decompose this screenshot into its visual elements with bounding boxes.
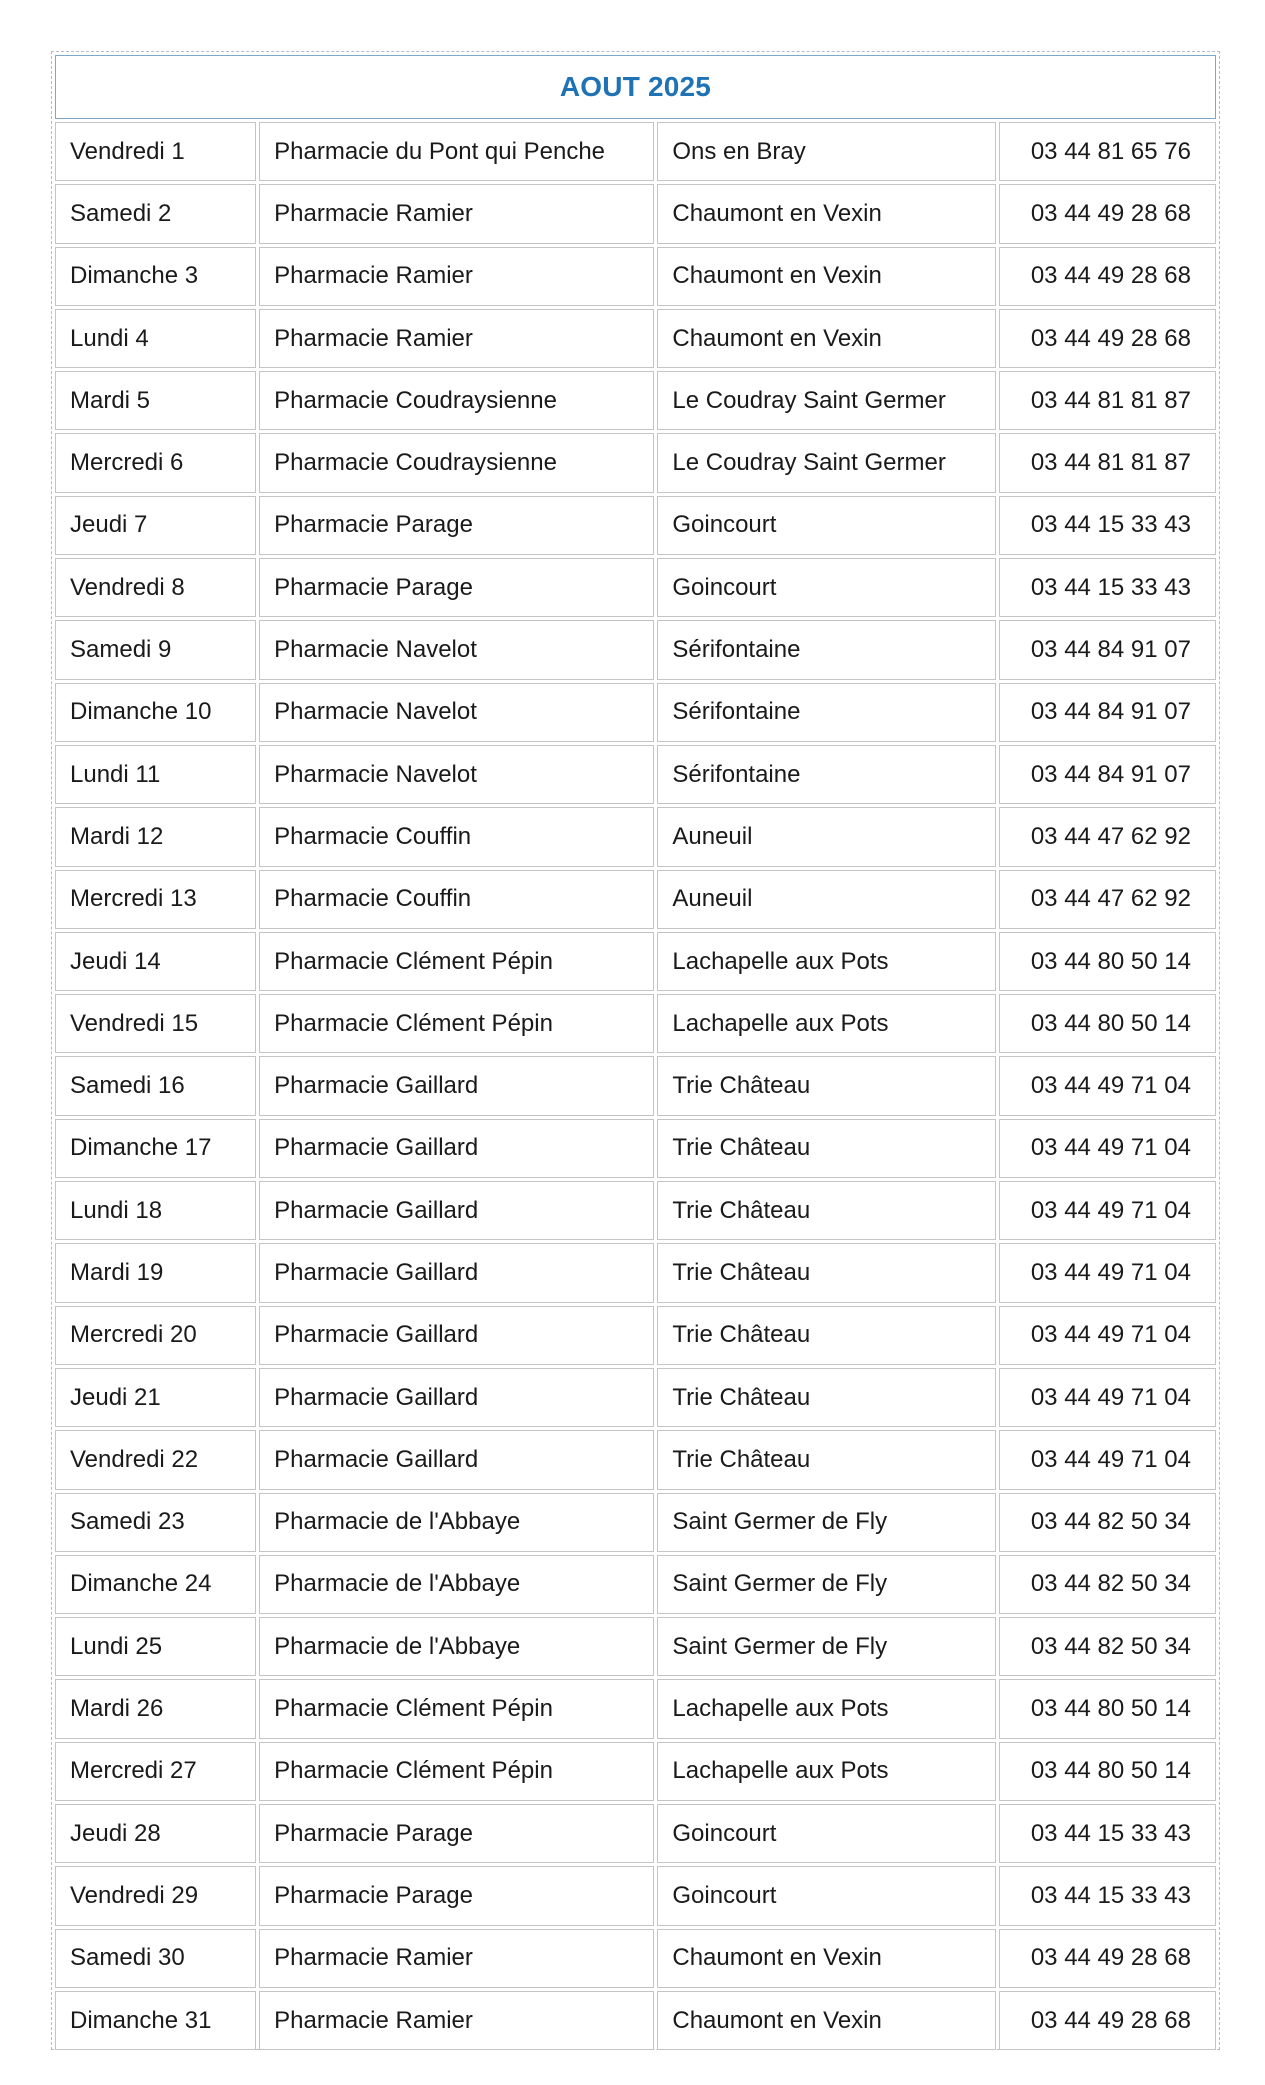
month-title: AOUT 2025 <box>559 71 712 102</box>
pharmacy-cell: Pharmacie Ramier <box>259 1991 654 2050</box>
phone-cell: 03 44 49 71 04 <box>999 1430 1216 1489</box>
day-cell: Lundi 4 <box>55 309 256 368</box>
pharmacy-cell: Pharmacie Gaillard <box>259 1368 654 1427</box>
month-title-box <box>55 55 1216 119</box>
day-cell: Mardi 5 <box>55 371 256 430</box>
town-cell: Ons en Bray <box>657 122 996 181</box>
table-row <box>55 247 1216 306</box>
table-row <box>55 1866 1216 1925</box>
town-cell: Sérifontaine <box>657 683 996 742</box>
day-cell: Dimanche 10 <box>55 683 256 742</box>
pharmacy-cell: Pharmacie Ramier <box>259 247 654 306</box>
table-row <box>55 1929 1216 1988</box>
day-cell: Mercredi 6 <box>55 433 256 492</box>
pharmacy-cell: Pharmacie Couffin <box>259 870 654 929</box>
town-cell: Trie Château <box>657 1119 996 1178</box>
town-cell: Sérifontaine <box>657 620 996 679</box>
phone-cell: 03 44 49 28 68 <box>999 309 1216 368</box>
table-row <box>55 745 1216 804</box>
phone-cell: 03 44 49 71 04 <box>999 1056 1216 1115</box>
pharmacy-cell: Pharmacie de l'Abbaye <box>259 1555 654 1614</box>
phone-cell: 03 44 49 28 68 <box>999 184 1216 243</box>
table-row <box>55 1368 1216 1427</box>
town-cell: Trie Château <box>657 1430 996 1489</box>
phone-cell: 03 44 15 33 43 <box>999 496 1216 555</box>
pharmacy-cell: Pharmacie Clément Pépin <box>259 1679 654 1738</box>
table-row <box>55 1617 1216 1676</box>
phone-cell: 03 44 15 33 43 <box>999 558 1216 617</box>
phone-cell: 03 44 84 91 07 <box>999 620 1216 679</box>
phone-cell: 03 44 49 71 04 <box>999 1181 1216 1240</box>
table-row <box>55 1804 1216 1863</box>
pharmacy-cell: Pharmacie Ramier <box>259 1929 654 1988</box>
town-cell: Chaumont en Vexin <box>657 184 996 243</box>
phone-cell: 03 44 49 71 04 <box>999 1119 1216 1178</box>
town-cell: Saint Germer de Fly <box>657 1555 996 1614</box>
pharmacy-cell: Pharmacie Ramier <box>259 309 654 368</box>
pharmacy-cell: Pharmacie Parage <box>259 496 654 555</box>
table-row <box>55 807 1216 866</box>
day-cell: Samedi 30 <box>55 1929 256 1988</box>
day-cell: Vendredi 8 <box>55 558 256 617</box>
town-cell: Saint Germer de Fly <box>657 1493 996 1552</box>
day-cell: Dimanche 17 <box>55 1119 256 1178</box>
pharmacy-cell: Pharmacie Gaillard <box>259 1430 654 1489</box>
table-row <box>55 1493 1216 1552</box>
table-row <box>55 1243 1216 1302</box>
town-cell: Auneuil <box>657 807 996 866</box>
phone-cell: 03 44 47 62 92 <box>999 870 1216 929</box>
pharmacy-cell: Pharmacie Gaillard <box>259 1306 654 1365</box>
day-cell: Vendredi 22 <box>55 1430 256 1489</box>
town-cell: Goincourt <box>657 496 996 555</box>
town-cell: Auneuil <box>657 870 996 929</box>
table-row <box>55 433 1216 492</box>
phone-cell: 03 44 49 71 04 <box>999 1368 1216 1427</box>
day-cell: Samedi 2 <box>55 184 256 243</box>
schedule-table <box>55 122 1216 2050</box>
phone-cell: 03 44 80 50 14 <box>999 932 1216 991</box>
town-cell: Trie Château <box>657 1306 996 1365</box>
phone-cell: 03 44 49 71 04 <box>999 1243 1216 1302</box>
table-row <box>55 620 1216 679</box>
town-cell: Le Coudray Saint Germer <box>657 371 996 430</box>
town-cell: Goincourt <box>657 1804 996 1863</box>
table-row <box>55 683 1216 742</box>
town-cell: Goincourt <box>657 1866 996 1925</box>
table-row <box>55 558 1216 617</box>
town-cell: Le Coudray Saint Germer <box>657 433 996 492</box>
phone-cell: 03 44 49 28 68 <box>999 1929 1216 1988</box>
pharmacy-cell: Pharmacie Navelot <box>259 683 654 742</box>
pharmacy-cell: Pharmacie Clément Pépin <box>259 1742 654 1801</box>
town-cell: Chaumont en Vexin <box>657 1929 996 1988</box>
phone-cell: 03 44 47 62 92 <box>999 807 1216 866</box>
day-cell: Jeudi 7 <box>55 496 256 555</box>
table-row <box>55 1056 1216 1115</box>
pharmacy-cell: Pharmacie du Pont qui Penche <box>259 122 654 181</box>
day-cell: Lundi 25 <box>55 1617 256 1676</box>
table-row <box>55 1679 1216 1738</box>
day-cell: Mercredi 20 <box>55 1306 256 1365</box>
table-row <box>55 1181 1216 1240</box>
pharmacy-cell: Pharmacie Gaillard <box>259 1119 654 1178</box>
pharmacy-cell: Pharmacie Clément Pépin <box>259 932 654 991</box>
town-cell: Lachapelle aux Pots <box>657 932 996 991</box>
day-cell: Vendredi 1 <box>55 122 256 181</box>
day-cell: Mardi 26 <box>55 1679 256 1738</box>
town-cell: Saint Germer de Fly <box>657 1617 996 1676</box>
day-cell: Mardi 12 <box>55 807 256 866</box>
town-cell: Trie Château <box>657 1368 996 1427</box>
phone-cell: 03 44 84 91 07 <box>999 745 1216 804</box>
phone-cell: 03 44 15 33 43 <box>999 1866 1216 1925</box>
pharmacy-cell: Pharmacie Clément Pépin <box>259 994 654 1053</box>
town-cell: Lachapelle aux Pots <box>657 1742 996 1801</box>
phone-cell: 03 44 49 28 68 <box>999 1991 1216 2050</box>
day-cell: Mercredi 13 <box>55 870 256 929</box>
table-row <box>55 309 1216 368</box>
table-row <box>55 1555 1216 1614</box>
pharmacy-cell: Pharmacie Parage <box>259 558 654 617</box>
day-cell: Lundi 11 <box>55 745 256 804</box>
table-row <box>55 184 1216 243</box>
town-cell: Chaumont en Vexin <box>657 1991 996 2050</box>
day-cell: Vendredi 15 <box>55 994 256 1053</box>
town-cell: Chaumont en Vexin <box>657 247 996 306</box>
table-row <box>55 1430 1216 1489</box>
table-row <box>55 932 1216 991</box>
phone-cell: 03 44 15 33 43 <box>999 1804 1216 1863</box>
day-cell: Dimanche 3 <box>55 247 256 306</box>
pharmacy-cell: Pharmacie Parage <box>259 1866 654 1925</box>
phone-cell: 03 44 81 81 87 <box>999 371 1216 430</box>
phone-cell: 03 44 80 50 14 <box>999 994 1216 1053</box>
town-cell: Sérifontaine <box>657 745 996 804</box>
phone-cell: 03 44 80 50 14 <box>999 1679 1216 1738</box>
day-cell: Jeudi 14 <box>55 932 256 991</box>
day-cell: Mercredi 27 <box>55 1742 256 1801</box>
phone-cell: 03 44 81 81 87 <box>999 433 1216 492</box>
pharmacy-cell: Pharmacie Gaillard <box>259 1243 654 1302</box>
pharmacy-cell: Pharmacie Navelot <box>259 745 654 804</box>
pharmacy-cell: Pharmacie Couffin <box>259 807 654 866</box>
town-cell: Goincourt <box>657 558 996 617</box>
pharmacy-cell: Pharmacie Ramier <box>259 184 654 243</box>
phone-cell: 03 44 84 91 07 <box>999 683 1216 742</box>
day-cell: Jeudi 28 <box>55 1804 256 1863</box>
day-cell: Dimanche 31 <box>55 1991 256 2050</box>
town-cell: Trie Château <box>657 1181 996 1240</box>
table-row <box>55 371 1216 430</box>
table-row <box>55 122 1216 181</box>
table-row <box>55 1991 1216 2050</box>
phone-cell: 03 44 49 28 68 <box>999 247 1216 306</box>
town-cell: Lachapelle aux Pots <box>657 1679 996 1738</box>
pharmacy-cell: Pharmacie de l'Abbaye <box>259 1617 654 1676</box>
table-row <box>55 496 1216 555</box>
table-row <box>55 870 1216 929</box>
day-cell: Lundi 18 <box>55 1181 256 1240</box>
phone-cell: 03 44 82 50 34 <box>999 1493 1216 1552</box>
day-cell: Dimanche 24 <box>55 1555 256 1614</box>
pharmacy-cell: Pharmacie Gaillard <box>259 1056 654 1115</box>
day-cell: Samedi 9 <box>55 620 256 679</box>
pharmacy-cell: Pharmacie Coudraysienne <box>259 433 654 492</box>
phone-cell: 03 44 81 65 76 <box>999 122 1216 181</box>
phone-cell: 03 44 49 71 04 <box>999 1306 1216 1365</box>
day-cell: Jeudi 21 <box>55 1368 256 1427</box>
town-cell: Trie Château <box>657 1243 996 1302</box>
pharmacy-cell: Pharmacie Gaillard <box>259 1181 654 1240</box>
town-cell: Lachapelle aux Pots <box>657 994 996 1053</box>
phone-cell: 03 44 80 50 14 <box>999 1742 1216 1801</box>
day-cell: Samedi 23 <box>55 1493 256 1552</box>
table-row <box>55 994 1216 1053</box>
pharmacy-cell: Pharmacie de l'Abbaye <box>259 1493 654 1552</box>
duty-schedule-sheet <box>51 51 1220 2050</box>
phone-cell: 03 44 82 50 34 <box>999 1555 1216 1614</box>
town-cell: Trie Château <box>657 1056 996 1115</box>
day-cell: Mardi 19 <box>55 1243 256 1302</box>
table-row <box>55 1306 1216 1365</box>
town-cell: Chaumont en Vexin <box>657 309 996 368</box>
day-cell: Samedi 16 <box>55 1056 256 1115</box>
table-row <box>55 1119 1216 1178</box>
pharmacy-cell: Pharmacie Navelot <box>259 620 654 679</box>
phone-cell: 03 44 82 50 34 <box>999 1617 1216 1676</box>
day-cell: Vendredi 29 <box>55 1866 256 1925</box>
pharmacy-cell: Pharmacie Coudraysienne <box>259 371 654 430</box>
table-row <box>55 1742 1216 1801</box>
pharmacy-cell: Pharmacie Parage <box>259 1804 654 1863</box>
